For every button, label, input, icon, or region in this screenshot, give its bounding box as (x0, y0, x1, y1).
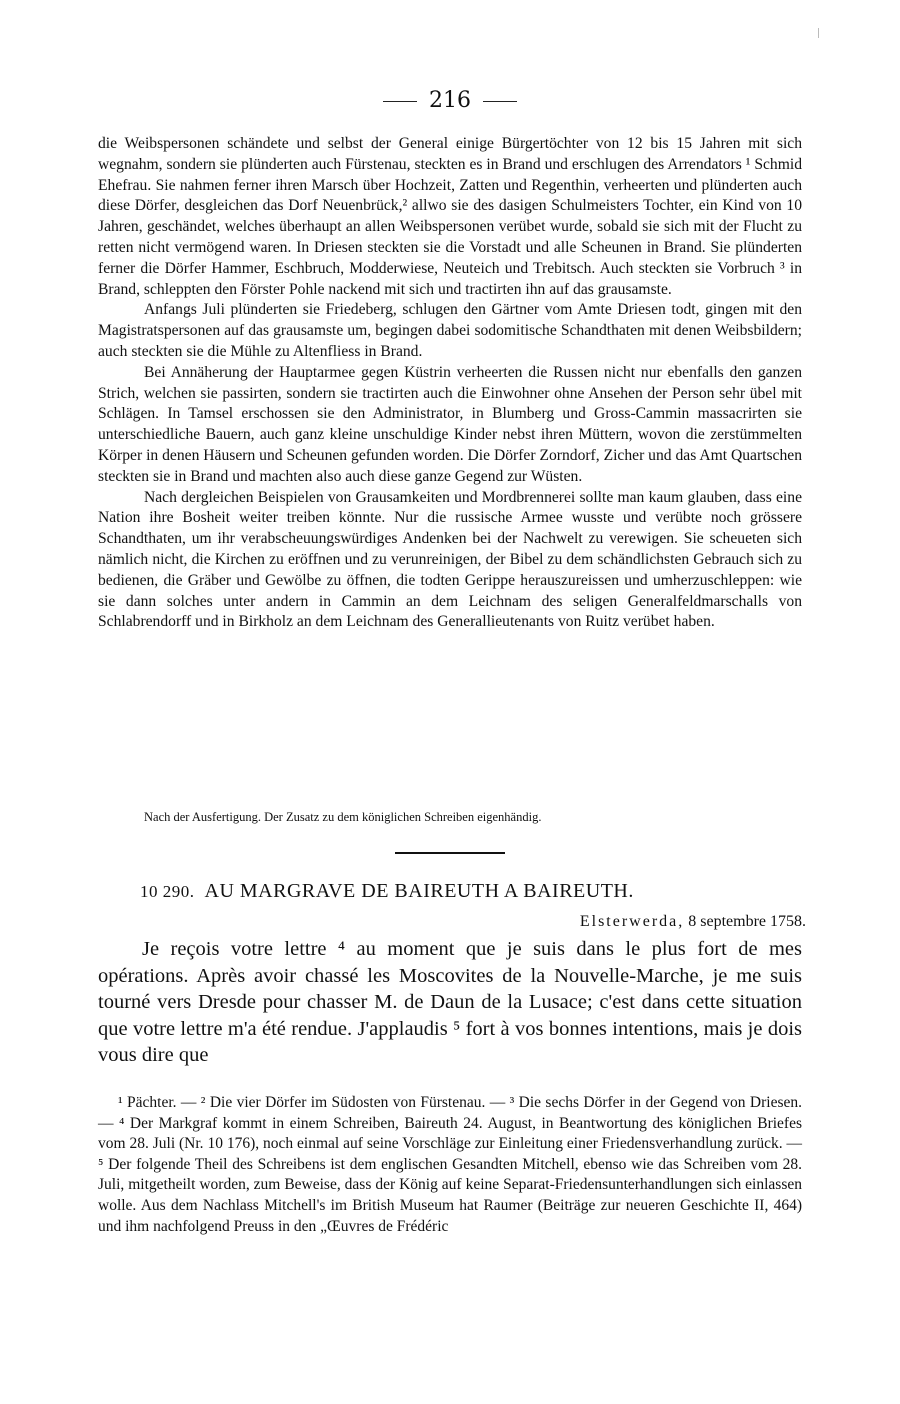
page-number: 216 (429, 88, 471, 113)
german-body-text (98, 134, 802, 633)
header-dash-left (383, 101, 417, 102)
letter-place: Elsterwerda, (579, 913, 685, 930)
letter-dateline (476, 913, 806, 931)
footnotes: ¹ Pächter. — ² Die vier Dörfer im Südosten von Fürstenau. — ³ Die sechs Dörfer in der Gegend von Driesen. — ⁴ Der Markgraf kommt in einem Schreiben, Baireuth 24. August, in Beantwortung des königlichen Briefes vom 28. Juli (Nr. 10 176), noch einmal auf seine Vorschläge zur Einleitung einer Friedensverhandlung zurück. — ⁵ Der folgende Theil des Schreibens ist dem englischen Gesandten Mitchell, ebenso wie das Schreiben vom 28. Juli, mitgetheilt worden, zum Beweise, dass der König auf keine Separat-Friedensunterhandlungen sich einlassen wolle. Aus dem Nachlass Mitchell's im British Museum hat Raumer (Beiträge zur neueren Geschichte II, 464) und ihm nachfolgend Preuss in den „Œuvres de Frédéric (98, 1094, 802, 1235)
header-dash-right (483, 101, 517, 102)
paragraph: Nach dergleichen Beispielen von Grausamkeiten und Mordbrennerei sollte man kaum glauben, dass eine Nation ihre Bosheit weiter treiben könnte. Nur die russische Armee wusste und verübte noch grössere Schandthaten, um ihr verabscheuungswürdiges Andenken bei der Nachwelt zu verewigen. Sie scheueten sich nämlich nicht, die Kirchen zu eröffnen und zu verunreinigen, der Bibel zu dem schändlichsten Gebrauch sich zu bedienen, die Gräber und Gewölbe zu öffnen, die todten Gerippe herauszureissen und umherzuschleppen: wie sie dann solches unter andern in Cammin an dem Leichnam des seligen Generalfeldmarschalls von Schlabrendorff und in Birkholz an dem Leichnam des Generallieutenants von Ruitz verübet haben. (98, 488, 802, 631)
page-number-header (0, 88, 900, 113)
french-letter-body: Je reçois votre lettre ⁴ au moment que je suis dans le plus fort de mes opérations. Après avoir chassé les Moscovites de la Nouvelle-Marche, je me suis tourné vers Dresde pour chasser M. de Daun de la Lusace; c'est dans cette situation que votre lettre m'a été rendue. J'applaudis ⁵ fort à vos bonnes intentions, mais je dois vous dire que (98, 938, 802, 1067)
section-divider (395, 852, 505, 854)
letter-date: 8 septembre 1758. (688, 913, 806, 930)
source-note: Nach der Ausfertigung. Der Zusatz zu dem königlichen Schreiben eigenhändig. (144, 810, 542, 824)
letter-title: AU MARGRAVE DE BAIREUTH A BAIREUTH. (204, 880, 634, 902)
scan-edge-mark (818, 28, 819, 38)
paragraph: Anfangs Juli plünderten sie Friedeberg, schlugen den Gärtner vom Amte Driesen todt, gingen mit den Magistratspersonen auf das grausamste um, begingen dabei sodomitische Schandthaten mit denen Weibsbildern; auch steckten sie die Mühle zu Altenfliess in Brand. (98, 301, 802, 360)
letter-number: 10 290. (140, 882, 195, 901)
paragraph: die Weibspersonen schändete und selbst der General einige Bürgertöchter von 12 bis 15 Jahren mit sich wegnahm, sondern sie plünderten auch Fürstenau, steckten es in Brand und erschlugen des Arrendators ¹ Schmid Ehefrau. Sie nahmen ferner ihren Marsch über Hochzeit, Zatten und Regenthin, verheerten und plünderten auch diese Dörfer, desgleichen das Dorf Neuenbrück,² allwo sie des dasigen Schulmeisters Tochter, ein Kind von 10 Jahren, geschändet, welches überhaupt an allen Weibspersonen verübet wurde, sobald sie sich mit der Flucht zu retten nicht vermögend waren. In Driesen steckten sie die Vorstadt und alle Scheunen in Brand. Sie plünderten ferner die Dörfer Hammer, Eschbruch, Modderwiese, Neuteich und Trebitsch. Auch steckten sie Vorbruch ³ in Brand, schleppten den Förster Pohle nackend mit sich und tractirten ihn auf das grausamste. (98, 135, 802, 298)
letter-heading (140, 880, 840, 903)
paragraph: Bei Annäherung der Hauptarmee gegen Küstrin verheerten die Russen nicht nur ebenfalls den ganzen Strich, welchen sie passirten, sondern sie tractirten auch die Einwohner ohne Ansehen der Person sehr übel mit Schlägen. In Tamsel erschossen sie den Administrator, in Blumberg und Gross-Cammin massacrirten sie unterschiedliche Bauern, auch ganz kleine unschuldige Kinder nebst ihren Müttern, wovon die zerstümmelten Körper in denen Häusern und Scheunen gefunden worden. Die Dörfer Zorndorf, Zicher und das Amt Quartschen steckten sie in Brand und machten also auch diese ganze Gegend zur Wüsten. (98, 363, 802, 485)
